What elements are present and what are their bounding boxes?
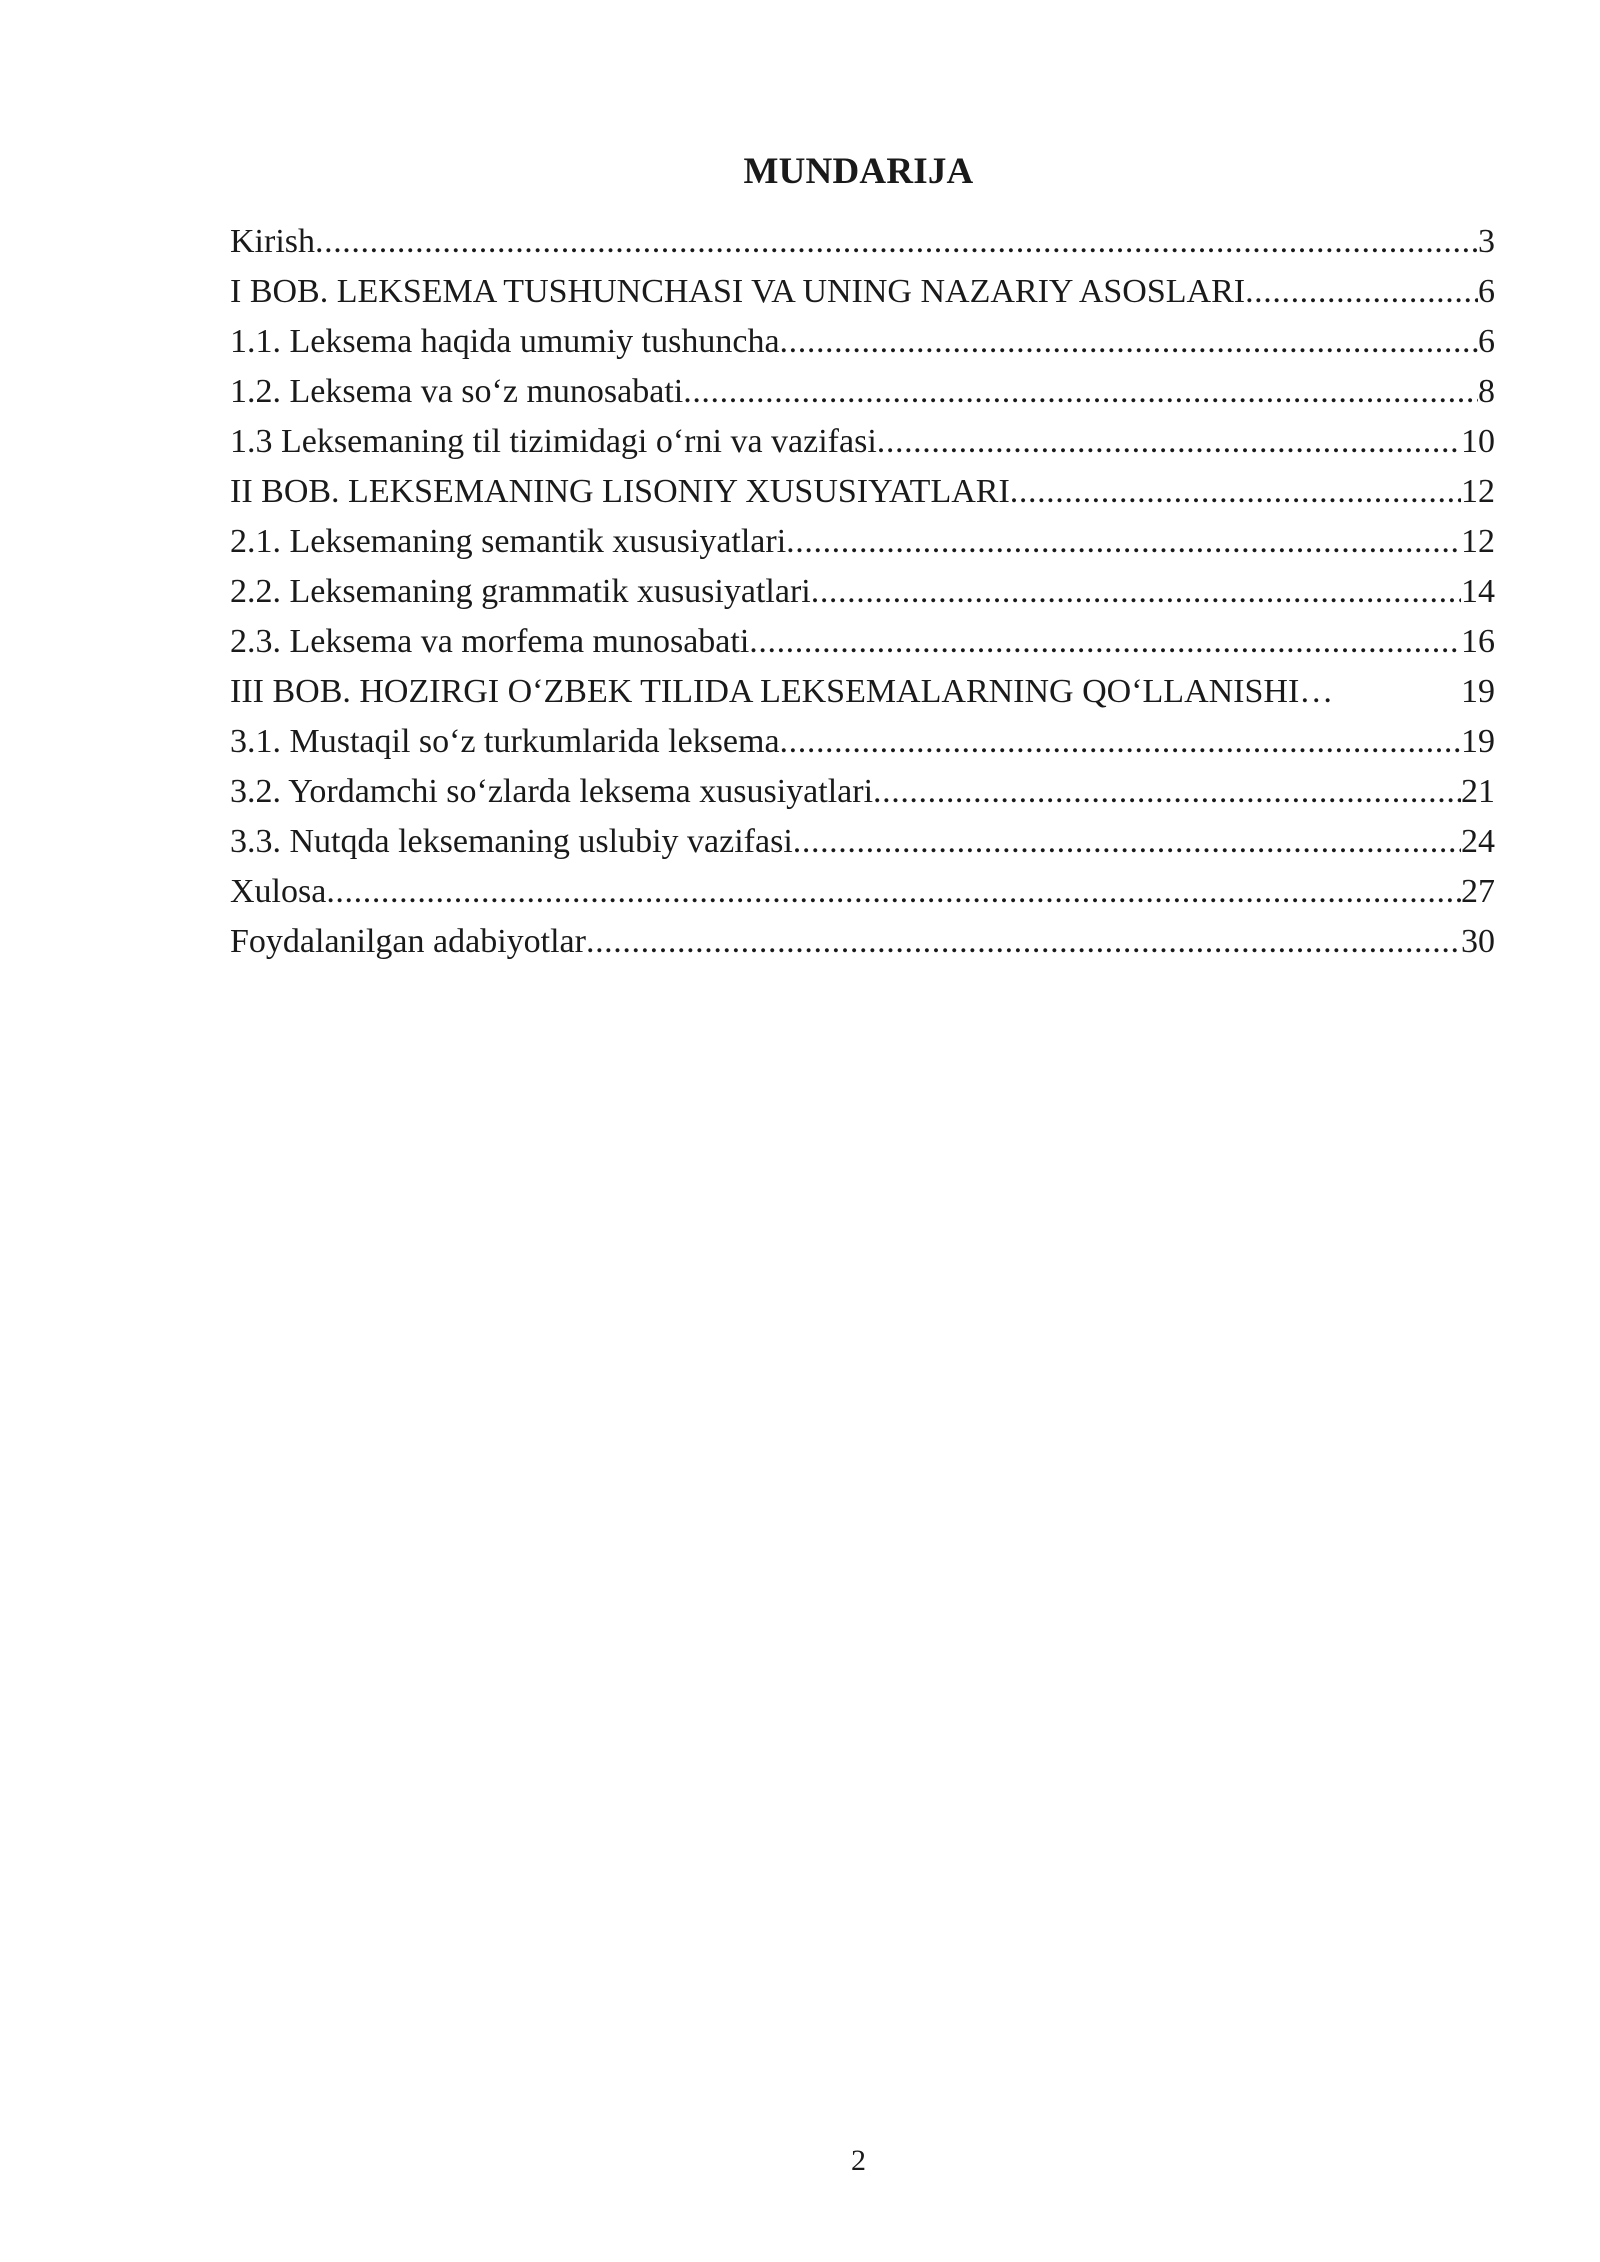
toc-entry bbox=[230, 317, 1495, 367]
toc-dot-leader bbox=[749, 617, 1461, 667]
toc-dot-leader bbox=[786, 517, 1461, 567]
toc-entry-label: Xulosa bbox=[230, 873, 327, 910]
toc-dot-leader bbox=[1010, 467, 1461, 517]
toc-dot-leader bbox=[873, 767, 1461, 817]
toc-entry bbox=[230, 917, 1495, 967]
toc-entry bbox=[230, 667, 1495, 717]
toc-entry-page: 16 bbox=[1461, 623, 1495, 660]
toc-entry-page: 27 bbox=[1461, 873, 1495, 910]
toc-dot-leader bbox=[586, 917, 1461, 967]
toc-dot-leader bbox=[877, 417, 1461, 467]
toc-entry bbox=[230, 767, 1495, 817]
toc-dot-leader bbox=[683, 367, 1478, 417]
toc-entry-page: 21 bbox=[1461, 773, 1495, 810]
table-of-contents bbox=[230, 217, 1495, 967]
toc-dot-leader bbox=[793, 817, 1461, 867]
toc-dot-leader bbox=[780, 717, 1461, 767]
toc-entry-label: 1.1. Leksema haqida umumiy tushuncha bbox=[230, 323, 780, 360]
toc-entry-label: 1.2. Leksema va so‘z munosabati bbox=[230, 373, 684, 410]
toc-entry-page: 6 bbox=[1478, 323, 1495, 360]
toc-entry bbox=[230, 817, 1495, 867]
toc-entry-label: 2.2. Leksemaning grammatik xususiyatlari bbox=[230, 573, 811, 610]
toc-entry-label: Foydalanilgan adabiyotlar bbox=[230, 923, 586, 960]
toc-entry bbox=[230, 467, 1495, 517]
toc-entry-page: 19 bbox=[1461, 723, 1495, 760]
toc-entry-page: 12 bbox=[1461, 523, 1495, 560]
toc-dot-leader bbox=[780, 317, 1478, 367]
toc-entry-page: 12 bbox=[1461, 473, 1495, 510]
toc-entry-label: Kirish bbox=[230, 223, 315, 260]
toc-entry-page: 3 bbox=[1478, 223, 1495, 260]
toc-entry-page: 19 bbox=[1461, 673, 1495, 710]
toc-entry-page: 6 bbox=[1478, 273, 1495, 310]
toc-entry-label: 3.3. Nutqda leksemaning uslubiy vazifasi bbox=[230, 823, 793, 860]
toc-entry-page: 10 bbox=[1461, 423, 1495, 460]
toc-dot-leader bbox=[315, 217, 1478, 267]
toc-entry-label: 1.3 Leksemaning til tizimidagi o‘rni va vazifasi bbox=[230, 423, 877, 460]
toc-entry-label: III BOB. HOZIRGI O‘ZBEK TILIDA LEKSEMALARNING QO‘LLANISHI bbox=[230, 673, 1300, 710]
toc-entry-page: 14 bbox=[1461, 573, 1495, 610]
toc-dot-leader bbox=[326, 867, 1461, 917]
toc-entry bbox=[230, 367, 1495, 417]
toc-entry bbox=[230, 517, 1495, 567]
toc-dot-leader bbox=[1299, 667, 1461, 717]
toc-entry-page: 24 bbox=[1461, 823, 1495, 860]
toc-entry-page: 30 bbox=[1461, 923, 1495, 960]
toc-entry-label: I BOB. LEKSEMA TUSHUNCHASI VA UNING NAZARIY ASOSLARI bbox=[230, 273, 1246, 310]
toc-entry-page: 8 bbox=[1478, 373, 1495, 410]
toc-dot-leader bbox=[1245, 267, 1478, 317]
toc-entry-label: 3.2. Yordamchi so‘zlarda leksema xususiyatlari bbox=[230, 773, 874, 810]
toc-title: MUNDARIJA bbox=[743, 151, 974, 192]
toc-entry-label: II BOB. LEKSEMANING LISONIY XUSUSIYATLARI bbox=[230, 473, 1010, 510]
toc-entry-label: 3.1. Mustaqil so‘z turkumlarida leksema bbox=[230, 723, 780, 760]
toc-entry bbox=[230, 717, 1495, 767]
toc-entry bbox=[230, 567, 1495, 617]
toc-entry bbox=[230, 417, 1495, 467]
toc-dot-leader bbox=[811, 567, 1461, 617]
toc-entry bbox=[230, 217, 1495, 267]
page-number: 2 bbox=[851, 2144, 866, 2177]
toc-entry bbox=[230, 617, 1495, 667]
toc-entry-label: 2.3. Leksema va morfema munosabati bbox=[230, 623, 750, 660]
toc-entry-label: 2.1. Leksemaning semantik xususiyatlari bbox=[230, 523, 787, 560]
toc-entry bbox=[230, 267, 1495, 317]
toc-entry bbox=[230, 867, 1495, 917]
